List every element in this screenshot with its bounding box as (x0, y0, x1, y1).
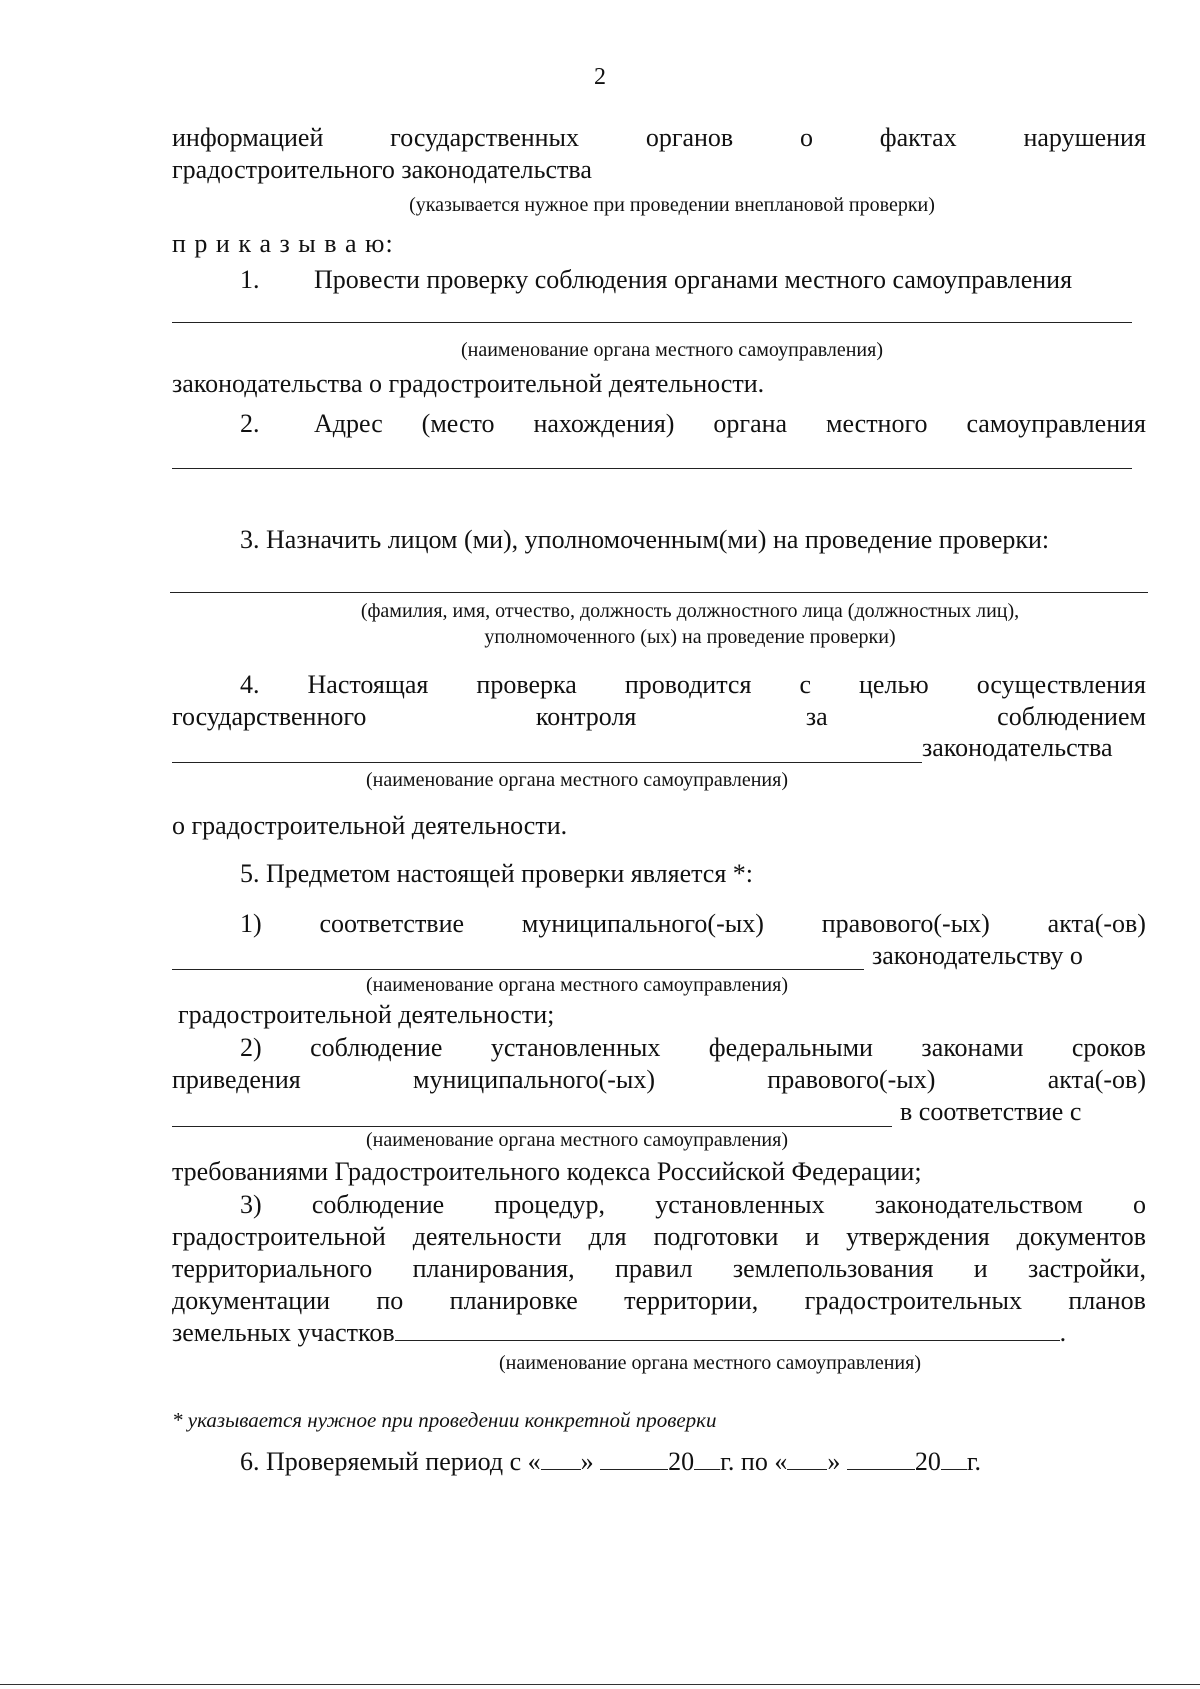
word: государственных (390, 123, 580, 152)
word: подготовки (653, 1222, 779, 1251)
word: планирования, (412, 1254, 575, 1283)
word: органов (645, 123, 734, 152)
page-number: 2 (594, 64, 606, 90)
word: проводится (624, 670, 752, 699)
item-3-caption-2: уполномоченного (ых) на проведение проверки) (484, 626, 896, 648)
item-2-text (314, 408, 1146, 440)
item-5-1-line-2-tail: законодательству о (872, 941, 1083, 970)
word: деятельности (412, 1222, 562, 1251)
blank-day-2 (787, 1447, 827, 1470)
item-5-3-line-4 (172, 1285, 1146, 1317)
item-6-quote-1: » (580, 1447, 594, 1476)
item-6-line (240, 1446, 1140, 1478)
item-5-3-line-3 (172, 1253, 1146, 1285)
word: местного (826, 409, 928, 438)
word: правил (614, 1254, 693, 1283)
item-5-2-line-1 (240, 1032, 1146, 1064)
word: акта(-ов) (1047, 909, 1146, 938)
word: нахождения) (533, 409, 675, 438)
item-4-line-2 (172, 701, 1146, 733)
word: осуществления (976, 670, 1146, 699)
item-3-caption-1: (фамилия, имя, отчество, должность должностного лица (должностных лиц), (360, 600, 1020, 622)
item-5-3-line-2 (172, 1221, 1146, 1253)
word: о (800, 123, 813, 152)
item-4-line-3-tail: законодательства (922, 733, 1113, 762)
word: (место (421, 409, 495, 438)
word: 3) (240, 1190, 262, 1219)
item-1-caption: (наименование органа местного самоуправления) (460, 339, 883, 361)
blank-month-1 (600, 1447, 668, 1470)
item-5-1-line-1 (240, 908, 1146, 940)
word: самоуправления (966, 409, 1146, 438)
word: территориального (172, 1254, 373, 1283)
item-2-number: 2. (240, 409, 260, 438)
word: сроков (1071, 1033, 1146, 1062)
page-bottom-edge (0, 1684, 1200, 1685)
word: 1) (240, 909, 262, 938)
item-5-1-caption: (наименование органа местного самоуправления) (365, 974, 788, 996)
word: процедур, (494, 1190, 606, 1219)
word: соблюдением (997, 702, 1146, 731)
blank-line-item-4 (172, 762, 922, 763)
word: законодательством (874, 1190, 1083, 1219)
word: и (973, 1254, 988, 1283)
word: муниципального(-ых) (521, 909, 764, 938)
word: 4. (240, 670, 260, 699)
word: Адрес (314, 409, 383, 438)
item-1-number: 1. (240, 265, 260, 294)
word: для (588, 1222, 627, 1251)
blank-month-2 (847, 1447, 915, 1470)
word: правового(-ых) (821, 909, 990, 938)
blank-year-2 (941, 1447, 967, 1470)
item-5-3-line-1 (240, 1189, 1146, 1221)
word: органа (713, 409, 788, 438)
word: установленных (490, 1033, 661, 1062)
item-1-continuation: законодательства о градостроительной деятельности. (172, 369, 765, 398)
item-4-line-1 (240, 669, 1146, 701)
item-4-caption: (наименование органа местного самоуправления) (365, 769, 788, 791)
word: контроля (535, 702, 637, 731)
intro-note: (указывается нужное при проведении внеплановой проверки) (409, 194, 935, 216)
blank-year-1 (694, 1447, 720, 1470)
blank-line-item-3 (170, 592, 1148, 593)
item-5-1-continuation: градостроительной деятельности; (178, 1000, 555, 1029)
intro-line-2: градостроительного законодательства (172, 155, 592, 184)
item-5-2-line-3-tail: в соответствие с (900, 1097, 1082, 1126)
word: информацией (172, 123, 324, 152)
word: соблюдение (310, 1033, 443, 1062)
item-6-g-1: г. по « (720, 1447, 788, 1476)
word: законами (921, 1033, 1024, 1062)
word: правового(-ых) (767, 1065, 936, 1094)
intro-line-1 (172, 122, 1146, 154)
item-4-continuation: о градостроительной деятельности. (172, 811, 568, 840)
word: целью (859, 670, 929, 699)
word: проверка (476, 670, 577, 699)
blank-line-item-2 (172, 468, 1132, 469)
word: застройки, (1027, 1254, 1146, 1283)
blank-line-item-5-1 (172, 969, 864, 970)
word: муниципального(-ых) (413, 1065, 655, 1094)
word: приведения (172, 1065, 301, 1094)
footnote: * указывается нужное при проведении конкретной проверки (172, 1408, 717, 1432)
item-5-heading: 5. Предметом настоящей проверки является *: (240, 859, 754, 888)
word: документов (1016, 1222, 1146, 1251)
word: о (1132, 1190, 1146, 1219)
item-5-3-line-5-end: . (1059, 1318, 1067, 1347)
word: и (805, 1222, 820, 1251)
word: государственного (172, 702, 367, 731)
word: документации (172, 1286, 331, 1315)
word: Настоящая (307, 670, 429, 699)
blank-line-item-5-3 (395, 1318, 1060, 1341)
item-6-year-1: 20 (668, 1447, 695, 1476)
blank-day-1 (541, 1447, 581, 1470)
item-5-3-line-5 (172, 1317, 1146, 1349)
item-5-2-continuation: требованиями Градостроительного кодекса Российской Федерации; (172, 1157, 922, 1186)
word: 2) (240, 1033, 262, 1062)
item-5-3-line-5-head: земельных участков (172, 1318, 395, 1347)
word: территории, (624, 1286, 759, 1315)
word: фактах (879, 123, 957, 152)
word: утверждения (846, 1222, 990, 1251)
word: планировке (449, 1286, 578, 1315)
item-6-year-2: 20 (914, 1447, 941, 1476)
item-6-g-2: г. (966, 1447, 982, 1476)
item-5-2-line-2 (172, 1064, 1146, 1096)
word: за (805, 702, 828, 731)
word: землепользования (732, 1254, 934, 1283)
item-6-prefix: 6. Проверяемый период с « (240, 1447, 541, 1476)
word: нарушения (1023, 123, 1146, 152)
word: установленных (655, 1190, 825, 1219)
word: градостроительной (172, 1222, 386, 1251)
blank-line-item-1 (172, 322, 1132, 323)
word: соблюдение (311, 1190, 445, 1219)
item-5-3-caption: (наименование органа местного самоуправления) (498, 1352, 921, 1374)
word: планов (1068, 1286, 1146, 1315)
word: соответствие (319, 909, 465, 938)
word: по (376, 1286, 404, 1315)
word: акта(-ов) (1047, 1065, 1146, 1094)
item-5-2-caption: (наименование органа местного самоуправления) (365, 1129, 788, 1151)
word: федеральными (708, 1033, 873, 1062)
order-word: п р и к а з ы в а ю: (172, 229, 394, 258)
item-6-quote-2: » (827, 1447, 841, 1476)
item-1-text: Провести проверку соблюдения органами местного самоуправления (314, 265, 1073, 294)
item-3-line: 3. Назначить лицом (ми), уполномоченным(ми) на проведение проверки: (240, 525, 1050, 554)
word: с (799, 670, 811, 699)
word: градостроительных (804, 1286, 1022, 1315)
